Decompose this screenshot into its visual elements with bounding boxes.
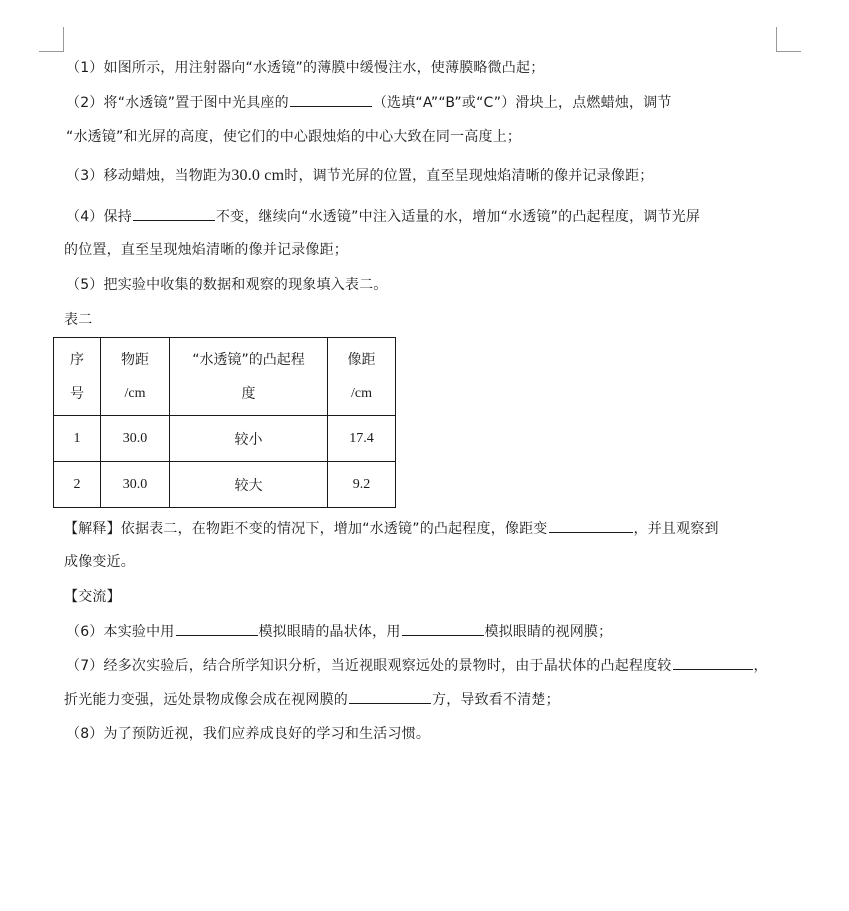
header-cell: 序 号 (54, 338, 101, 416)
step-1: （1）如图所示，用注射器向“水透镜”的薄膜中缓慢注水，使薄膜略微凸起； (66, 60, 545, 76)
table-cell: 30.0 (101, 416, 170, 462)
crop-mark-top-right (776, 27, 801, 52)
explanation-continued: 成像变近。 (64, 554, 135, 570)
answer-blank[interactable] (673, 655, 753, 670)
table-cell: 1 (54, 416, 101, 462)
step-4-continued: 的位置，直至呈现烛焰清晰的像并记录像距； (64, 242, 348, 258)
table-header-row (54, 338, 396, 416)
step-4: （4）保持 不变，继续向“水透镜”中注入适量的水，增加“水透镜”的凸起程度，调节光屏 (66, 206, 700, 227)
header-cell: 像距 /cm (328, 338, 396, 416)
exchange-heading: 【交流】 (64, 589, 121, 605)
answer-blank[interactable] (176, 621, 258, 636)
table-cell: 17.4 (328, 416, 396, 462)
table-cell: 2 (54, 462, 101, 508)
table-row (54, 462, 396, 508)
crop-mark-top-left (39, 27, 64, 52)
table-caption: 表二 (64, 312, 93, 328)
answer-blank[interactable] (349, 689, 431, 704)
answer-blank[interactable] (549, 518, 633, 533)
answer-blank[interactable] (133, 206, 215, 221)
table-cell: 30.0 (101, 462, 170, 508)
step-8: （8）为了预防近视，我们应养成良好的学习和生活习惯。 (66, 726, 431, 742)
header-cell: “水透镜”的凸起程 度 (170, 338, 328, 416)
step-2: （2）将“水透镜”置于图中光具座的 （选填“A”“B”或“C”）滑块上，点燃蜡烛，调节 (66, 92, 672, 113)
step-3: （3）移动蜡烛，当物距为30.0 cm时，调节光屏的位置，直至呈现烛焰清晰的像并记录像距； (66, 167, 654, 184)
step-5: （5）把实验中收集的数据和观察的现象填入表二。 (66, 277, 388, 293)
step-7: （7）经多次实验后，结合所学知识分析，当近视眼观察远处的景物时，由于晶状体的凸起程度较 ， (66, 655, 768, 676)
step-2-continued: “水透镜”和光屏的高度，使它们的中心跟烛焰的中心大致在同一高度上； (66, 129, 522, 145)
table-cell: 较大 (170, 462, 328, 508)
answer-blank[interactable] (402, 621, 484, 636)
table-cell: 9.2 (328, 462, 396, 508)
header-cell: 物距 /cm (101, 338, 170, 416)
step-6: （6）本实验中用 模拟眼睛的晶状体，用 模拟眼睛的视网膜； (66, 621, 612, 642)
table-row (54, 416, 396, 462)
step-7-continued: 折光能力变强，远处景物成像会成在视网膜的 方，导致看不清楚； (64, 689, 560, 710)
answer-blank[interactable] (290, 92, 372, 107)
table-cell: 较小 (170, 416, 328, 462)
data-table (53, 337, 396, 508)
explanation: 【解释】依据表二，在物距不变的情况下，增加“水透镜”的凸起程度，像距变 ，并且观察到 (64, 518, 719, 539)
